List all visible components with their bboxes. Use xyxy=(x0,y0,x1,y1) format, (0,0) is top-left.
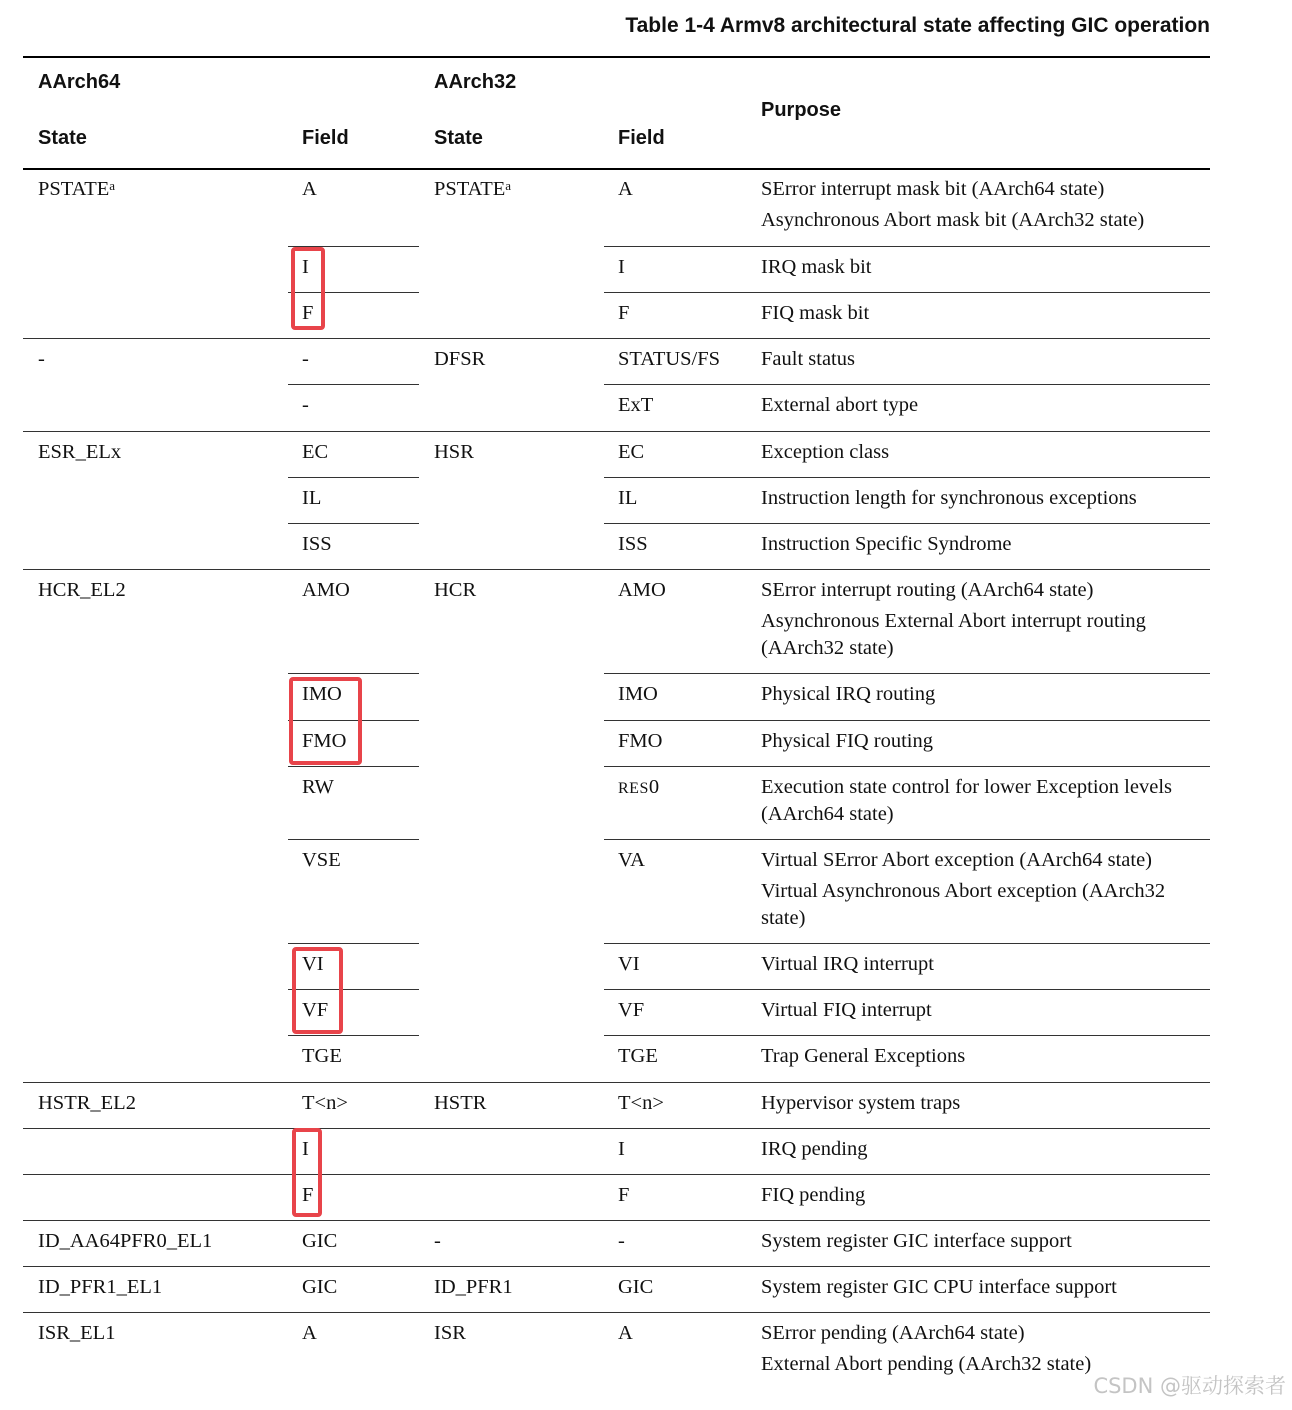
row-separator xyxy=(288,673,419,674)
aarch32-field-text: AMO xyxy=(618,579,666,601)
row-separator xyxy=(288,523,419,524)
purpose-line: System register GIC interface support xyxy=(761,1230,1072,1252)
row-separator xyxy=(23,1266,1210,1267)
aarch64-field-cell: TGE xyxy=(302,1045,342,1067)
header-bottom-rule xyxy=(23,168,1210,170)
row-separator xyxy=(288,766,419,767)
aarch32-field-text: ISS xyxy=(618,533,648,555)
purpose-cell xyxy=(761,1228,1206,1255)
purpose-cell xyxy=(761,774,1206,828)
aarch32-field-cell xyxy=(618,997,644,1024)
aarch32-field-text: FMO xyxy=(618,730,663,752)
aarch32-field-cell xyxy=(618,176,633,203)
purpose-line: Exception class xyxy=(761,441,890,463)
purpose-cell xyxy=(761,1090,1206,1117)
purpose-cell xyxy=(761,1274,1206,1301)
purpose-line: Asynchronous External Abort interrupt routing (AArch32 state) xyxy=(761,610,1146,659)
aarch32-state-text: - xyxy=(434,1230,441,1252)
aarch32-field-cell xyxy=(618,1043,658,1070)
row-separator xyxy=(23,431,1210,432)
aarch64-field-cell: EC xyxy=(302,441,329,463)
purpose-line: Virtual FIQ interrupt xyxy=(761,999,932,1021)
row-separator xyxy=(23,1312,1210,1313)
aarch32-state-text: HSTR xyxy=(434,1092,487,1114)
row-separator xyxy=(604,477,1210,478)
purpose-cell xyxy=(761,439,1206,466)
aarch64-state-cell xyxy=(38,439,121,466)
aarch32-field-text: T<n> xyxy=(618,1092,664,1114)
aarch32-state-text: DFSR xyxy=(434,348,486,370)
aarch32-field-text: I xyxy=(618,256,625,278)
aarch64-state-cell xyxy=(38,346,45,373)
purpose-cell xyxy=(761,392,1206,419)
footnote-marker: a xyxy=(109,178,116,193)
aarch32-state-cell xyxy=(434,176,511,203)
aarch64-state-text: HSTR_EL2 xyxy=(38,1092,136,1114)
aarch64-field-cell: - xyxy=(302,348,309,370)
purpose-cell xyxy=(761,1136,1206,1163)
header-state-aarch32: State xyxy=(434,127,483,149)
aarch32-field-cell xyxy=(618,531,648,558)
aarch64-state-cell xyxy=(38,1320,115,1347)
aarch32-field-text: 0 xyxy=(648,776,660,798)
purpose-line: Virtual SError Abort exception (AArch64 state) xyxy=(761,849,1153,871)
purpose-line: SError pending (AArch64 state) xyxy=(761,1322,1025,1344)
aarch32-state-cell xyxy=(434,346,485,373)
aarch64-state-cell xyxy=(38,176,115,203)
purpose-cell xyxy=(761,681,1206,708)
aarch32-field-text: EC xyxy=(618,441,645,463)
aarch64-field-cell: VI xyxy=(302,953,324,975)
aarch32-field-cell xyxy=(618,1274,653,1301)
row-separator xyxy=(604,292,1210,293)
purpose-line: IRQ pending xyxy=(761,1138,868,1160)
purpose-cell xyxy=(761,1043,1206,1070)
row-separator xyxy=(604,246,1210,247)
field-highlight-imo-fmo xyxy=(289,677,362,765)
aarch64-state-text: ESR_ELx xyxy=(38,441,122,463)
purpose-cell xyxy=(761,176,1206,234)
aarch64-state-text: ID_AA64PFR0_EL1 xyxy=(38,1230,213,1252)
aarch64-field-cell: GIC xyxy=(302,1230,338,1252)
purpose-line: Physical IRQ routing xyxy=(761,683,936,705)
aarch64-state-text: - xyxy=(38,348,45,370)
row-separator xyxy=(604,989,1210,990)
footnote-marker: a xyxy=(505,178,512,193)
row-separator xyxy=(604,766,1210,767)
aarch64-field-cell: ISS xyxy=(302,533,332,555)
row-separator xyxy=(23,338,1210,339)
aarch64-field-cell: IL xyxy=(302,487,322,509)
row-separator xyxy=(604,839,1210,840)
aarch32-field-cell xyxy=(618,847,645,874)
aarch32-field-text: - xyxy=(618,1230,625,1252)
aarch64-field-cell: F xyxy=(302,1184,314,1206)
aarch32-field-text: I xyxy=(618,1138,625,1160)
field-highlight-vi-vf xyxy=(292,947,343,1034)
aarch32-state-cell xyxy=(434,1274,513,1301)
header-field-aarch32: Field xyxy=(618,127,665,149)
aarch64-state-text: ID_PFR1_EL1 xyxy=(38,1276,163,1298)
row-separator xyxy=(23,1220,1210,1221)
aarch64-field-cell: VSE xyxy=(302,849,341,871)
row-separator xyxy=(604,943,1210,944)
purpose-line: Hypervisor system traps xyxy=(761,1092,961,1114)
aarch32-field-cell xyxy=(618,254,625,281)
aarch64-field-cell: F xyxy=(302,302,314,324)
aarch32-field-text: VA xyxy=(618,849,645,871)
aarch64-field-cell: IMO xyxy=(302,683,342,705)
aarch32-field-text: STATUS/FS xyxy=(618,348,721,370)
aarch64-state-cell xyxy=(38,1274,162,1301)
purpose-line: External abort type xyxy=(761,394,919,416)
row-separator xyxy=(23,569,1210,570)
aarch32-field-cell xyxy=(618,951,640,978)
aarch32-state-cell xyxy=(434,439,474,466)
aarch32-state-cell xyxy=(434,1228,441,1255)
aarch32-field-cell xyxy=(618,774,659,802)
aarch64-state-text: PSTATE xyxy=(38,178,110,200)
row-separator xyxy=(604,384,1210,385)
aarch32-field-text: TGE xyxy=(618,1045,658,1067)
aarch32-field-cell xyxy=(618,577,666,604)
table-top-rule xyxy=(23,56,1210,58)
header-aarch64: AArch64 xyxy=(38,71,121,93)
field-highlight-pstate-i-f xyxy=(291,247,325,330)
aarch32-field-cell xyxy=(618,485,637,512)
aarch64-state-cell xyxy=(38,1228,212,1255)
purpose-line: System register GIC CPU interface support xyxy=(761,1276,1117,1298)
purpose-cell xyxy=(761,300,1206,327)
aarch32-field-cell xyxy=(618,1090,664,1117)
aarch64-field-cell: I xyxy=(302,1138,309,1160)
aarch64-field-cell: A xyxy=(302,1322,317,1344)
purpose-cell xyxy=(761,1182,1206,1209)
purpose-cell xyxy=(761,847,1206,932)
purpose-cell xyxy=(761,728,1206,755)
row-separator xyxy=(288,1035,419,1036)
aarch32-field-cell xyxy=(618,1228,625,1255)
aarch32-field-cell xyxy=(618,1182,629,1209)
aarch32-field-text: A xyxy=(618,1322,633,1344)
aarch32-state-text: ISR xyxy=(434,1322,466,1344)
purpose-line: Trap General Exceptions xyxy=(761,1045,966,1067)
aarch32-field-text: IL xyxy=(618,487,638,509)
purpose-line: Virtual IRQ interrupt xyxy=(761,953,934,975)
header-field-aarch64: Field xyxy=(302,127,349,149)
aarch32-field-text: IMO xyxy=(618,683,658,705)
purpose-line: FIQ pending xyxy=(761,1184,866,1206)
row-separator xyxy=(604,673,1210,674)
purpose-line: SError interrupt routing (AArch64 state) xyxy=(761,579,1094,601)
purpose-line: Physical FIQ routing xyxy=(761,730,933,752)
purpose-cell xyxy=(761,997,1206,1024)
aarch32-field-text: F xyxy=(618,1184,630,1206)
aarch32-field-cell xyxy=(618,300,629,327)
row-separator xyxy=(288,477,419,478)
aarch32-state-cell xyxy=(434,1090,486,1117)
aarch32-state-text: ID_PFR1 xyxy=(434,1276,513,1298)
purpose-cell xyxy=(761,577,1206,662)
aarch64-field-cell: T<n> xyxy=(302,1092,348,1114)
purpose-line: IRQ mask bit xyxy=(761,256,872,278)
row-separator xyxy=(288,839,419,840)
aarch32-state-cell xyxy=(434,577,476,604)
purpose-cell xyxy=(761,531,1206,558)
aarch32-field-text: ExT xyxy=(618,394,654,416)
row-separator xyxy=(604,1035,1210,1036)
aarch64-field-cell: FMO xyxy=(302,730,347,752)
header-aarch32: AArch32 xyxy=(434,71,517,93)
purpose-cell xyxy=(761,485,1206,512)
row-separator xyxy=(23,1128,1210,1129)
aarch32-field-cell xyxy=(618,728,662,755)
purpose-line: Asynchronous Abort mask bit (AArch32 state) xyxy=(761,209,1145,231)
aarch64-field-cell: VF xyxy=(302,999,329,1021)
purpose-line: Execution state control for lower Exception levels (AArch64 state) xyxy=(761,776,1173,825)
aarch32-field-cell xyxy=(618,681,658,708)
aarch64-state-text: ISR_EL1 xyxy=(38,1322,116,1344)
aarch32-field-cell xyxy=(618,392,653,419)
aarch32-field-cell xyxy=(618,1136,625,1163)
row-separator xyxy=(23,1174,1210,1175)
aarch64-field-cell: - xyxy=(302,394,309,416)
aarch32-field-smallcaps: RES xyxy=(618,780,649,797)
purpose-cell xyxy=(761,346,1206,373)
row-separator xyxy=(604,720,1210,721)
watermark: CSDN @驱动探索者 xyxy=(1093,1374,1286,1398)
purpose-line: Virtual Asynchronous Abort exception (AArch32 state) xyxy=(761,880,1166,929)
table-caption: Table 1-4 Armv8 architectural state affecting GIC operation xyxy=(625,14,1210,37)
aarch32-state-text: PSTATE xyxy=(434,178,506,200)
aarch32-field-text: VI xyxy=(618,953,640,975)
aarch32-state-text: HCR xyxy=(434,579,477,601)
aarch64-state-cell xyxy=(38,1090,136,1117)
row-separator xyxy=(288,384,419,385)
header-purpose: Purpose xyxy=(761,99,842,121)
purpose-line: Instruction Specific Syndrome xyxy=(761,533,1012,555)
aarch32-state-text: HSR xyxy=(434,441,474,463)
purpose-cell xyxy=(761,951,1206,978)
aarch64-field-cell: AMO xyxy=(302,579,350,601)
purpose-line: SError interrupt mask bit (AArch64 state) xyxy=(761,178,1105,200)
aarch32-field-cell xyxy=(618,346,720,373)
purpose-line: Fault status xyxy=(761,348,855,370)
aarch64-field-cell: RW xyxy=(302,776,334,798)
aarch32-field-text: VF xyxy=(618,999,645,1021)
row-separator xyxy=(288,943,419,944)
aarch32-field-text: A xyxy=(618,178,633,200)
aarch32-field-text: GIC xyxy=(618,1276,654,1298)
aarch64-state-text: HCR_EL2 xyxy=(38,579,126,601)
row-separator xyxy=(23,1082,1210,1083)
aarch32-field-cell xyxy=(618,439,644,466)
aarch64-field-cell: GIC xyxy=(302,1276,338,1298)
aarch32-field-text: F xyxy=(618,302,630,324)
row-separator xyxy=(604,523,1210,524)
aarch64-state-cell xyxy=(38,577,126,604)
field-highlight-isr-i-f xyxy=(292,1128,322,1217)
purpose-line: Instruction length for synchronous exceptions xyxy=(761,487,1137,509)
aarch64-field-cell: A xyxy=(302,178,317,200)
purpose-cell xyxy=(761,254,1206,281)
purpose-line: FIQ mask bit xyxy=(761,302,870,324)
aarch64-field-cell: I xyxy=(302,256,309,278)
purpose-line: External Abort pending (AArch32 state) xyxy=(761,1353,1092,1375)
aarch32-field-cell xyxy=(618,1320,633,1347)
header-state-aarch64: State xyxy=(38,127,87,149)
aarch32-state-cell xyxy=(434,1320,466,1347)
